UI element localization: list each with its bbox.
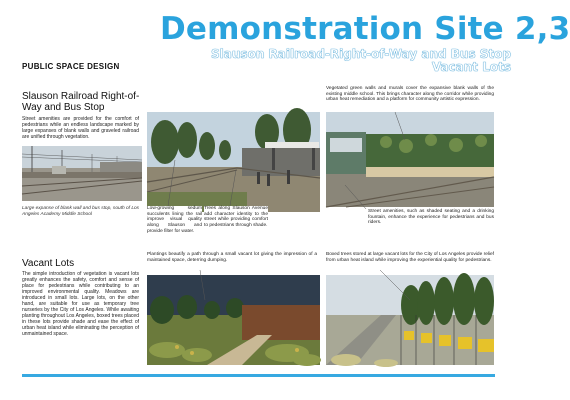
leader-succulents bbox=[168, 160, 175, 206]
slauson-heading: Slauson Railroad Right-of-Way and Bus Stop bbox=[22, 91, 140, 113]
callout-boxed-trees: Boxed trees stored at large vacant lots for the City of Los Angeles provide relief from urban heat island while improving the experiential quality for pedestrians. bbox=[326, 252, 494, 263]
leader-street-amenities bbox=[345, 185, 366, 209]
callout-street-amenities: Street amenities, such as shaded seating and a drinking fountain, enhance the experience for pedestrians and bus riders. bbox=[368, 209, 494, 226]
slauson-body: Street amenities are provided for the comfort of pedestrians while an endless landscape marked by large expanses of blank walls and graveled railroad are unified through vegetation. bbox=[22, 116, 139, 140]
leader-trees bbox=[230, 170, 236, 206]
subtitle-line-2: Vacant Lots bbox=[431, 60, 511, 74]
page-title: Demonstration Site 2,3 bbox=[160, 11, 570, 47]
vacant-lots-heading: Vacant Lots bbox=[22, 258, 75, 269]
callout-trees-slauson: Trees along Slauson Avenue add character identity to the street while providing comfort to pedestrians through shade. bbox=[204, 206, 268, 229]
bus-stop-photo-caption: Large expanse of blank wall and bus stop, south of Los Angeles Academy Middle School bbox=[22, 206, 140, 217]
callout-succulents: Low-growing sedum succulents lining the rail improve visual quality along Slauson and provide filter for water. bbox=[147, 206, 202, 234]
subtitle-line-1: Slauson Railroad-Right-of-Way and Bus Stop bbox=[211, 47, 511, 61]
callout-plantings: Plantings beautify a path through a small vacant lot giving the impression of a maintained space, deterring dumping. bbox=[147, 252, 317, 263]
section-label: PUBLIC SPACE DESIGN bbox=[22, 62, 120, 71]
leader-green-walls bbox=[395, 112, 405, 140]
vacant-lots-body: The simple introduction of vegetation is vacant lots greatly enhances the safety, comfort and sense of place for pedestrians while contributing to an improved environmental quality. Meadows are introduced in small lots. Large lots, on the other hand, are suitable for use as temporary tree nurseries by the City of Los Angeles. While awaiting planting throughout Los Angeles, boxed trees placed in these lots provide shade and ease the effect of urban heat island while eliminating the perception of unmaintained space. bbox=[22, 271, 139, 337]
bottom-rule bbox=[22, 374, 495, 377]
callout-green-walls: Vegetated green walls and murals cover the expansive blank walls of the existing middle school. This brings character along the corridor while providing urban heat remediation and a platform for community artistic expression. bbox=[326, 86, 494, 103]
leader-boxed-trees bbox=[380, 270, 410, 300]
leader-plantings bbox=[200, 270, 205, 300]
